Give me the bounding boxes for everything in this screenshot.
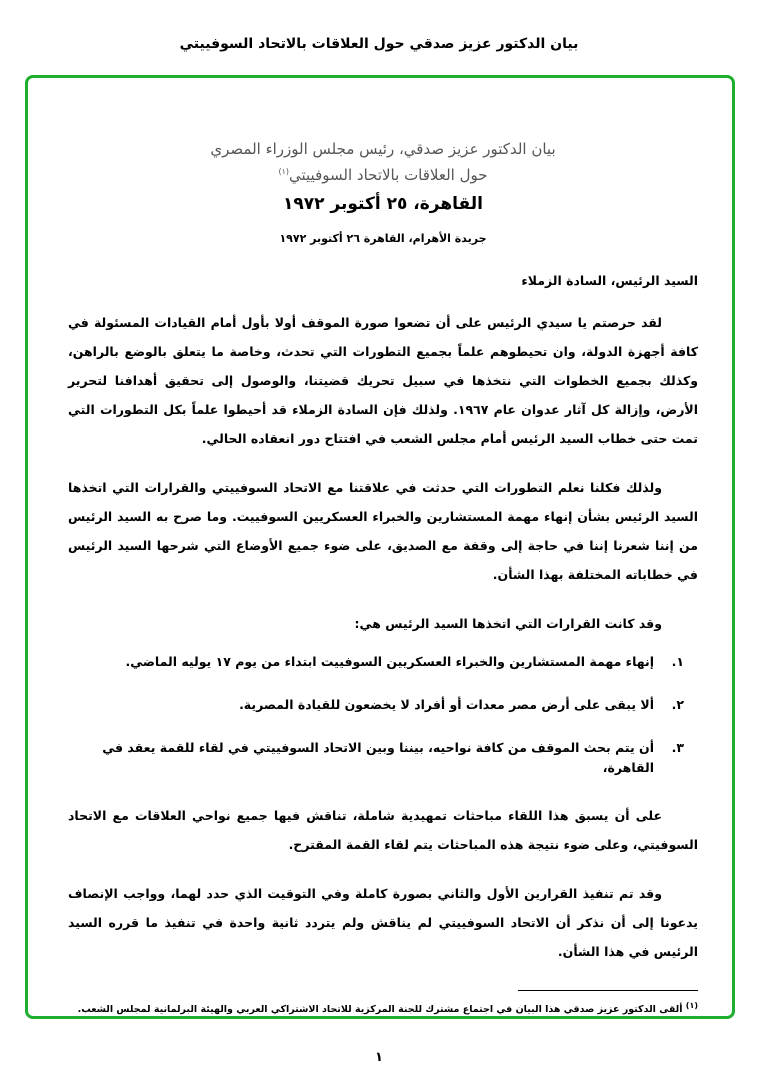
list-item: [68, 652, 698, 672]
footnote-divider: [518, 990, 698, 991]
list-number: ٢.: [671, 697, 684, 712]
footnote-ref: (١): [278, 167, 289, 176]
paragraph: ولذلك فكلنا نعلم التطورات التي حدثت في علاقتنا مع الاتحاد السوفييتي والقرارات التي اتخذها السيد الرئيس بشأن إنهاء مهمة المستشارين والخبراء العسكريين السوفييت. وما صرح به السيد الرئيس من إننا شعرنا إننا في حاجة إلى وقفة مع الصديق، على ضوء جميع الأوضاع التي شرحها السيد الرئيس في خطاباته المختلفة بهذا الشأن.: [68, 480, 698, 582]
paragraph: لقد حرصتم يا سيدي الرئيس على أن تضعوا صورة الموقف أولا بأول أمام القيادات المسئولة في كافة أجهزة الدولة، وان تحيطوهم علماً بجميع التطورات التي تحدث، وخاصة ما يتعلق بالوضع بالراهن، وكذلك بجميع الخطوات التي نتخذها في سبيل تحريك قضيتنا، والوصول إلى تحقيق أهدافنا لتحرير الأرض، وإزالة كل آثار عدوان عام ١٩٦٧. ولذلك فإن السادة الزملاء قد أحيطوا علماً بكل التطورات التي تمت حتى خطاب السيد الرئيس أمام مجلس الشعب في افتتاح دور انعقاده الحالي.: [68, 315, 698, 446]
paragraph: على أن يسبق هذا اللقاء مباحثات تمهيدية شاملة، تناقش فيها جميع نواحي العلاقات مع الاتحاد السوفيتي، وعلى ضوء نتيجة هذه المباحثات يتم لقاء القمة المقترح.: [68, 808, 698, 852]
title-line-2-text: حول العلاقات بالاتحاد السوفييتي: [289, 166, 488, 184]
list-text: ألا يبقى على أرض مصر معدات أو أفراد لا يخضعون للقيادة المصرية.: [239, 697, 654, 712]
page-frame: [25, 75, 735, 1019]
decisions-list: [68, 652, 698, 778]
list-number: ١.: [671, 654, 684, 669]
list-text: إنهاء مهمة المستشارين والخبراء العسكريين السوفييت ابتداء من يوم ١٧ يوليه الماضي.: [125, 654, 654, 669]
list-item: [68, 695, 698, 715]
title-line-2: [68, 166, 698, 184]
title-line-1: بيان الدكتور عزيز صدقي، رئيس مجلس الوزراء المصري: [210, 140, 556, 158]
source: جريدة الأهرام، القاهرة ٢٦ أكتوبر ١٩٧٢: [279, 232, 487, 245]
footnote-mark: (١): [685, 1001, 698, 1010]
list-item: [68, 738, 698, 778]
list-text: أن يتم بحث الموقف من كافة نواحيه، بيننا وبين الاتحاد السوفييتي في لقاء للقمة يعقد في القاهرة،: [102, 740, 654, 775]
list-number: ٣.: [671, 740, 684, 755]
salutation: السيد الرئيس، السادة الزملاء: [521, 273, 698, 288]
place-date: القاهرة، ٢٥ أكتوبر ١٩٧٢: [283, 194, 483, 214]
footnote-text: ألقى الدكتور عزيز صدقي هذا البيان في اجتماع مشترك للجنة المركزية للاتحاد الاشتراكي العربي والهيئة البرلمانية لمجلس الشعب.: [77, 1004, 683, 1016]
page-number: ١: [375, 1050, 383, 1065]
running-header: بيان الدكتور عزيز صدقي حول العلاقات بالاتحاد السوفييتي: [179, 36, 579, 52]
paragraph: وقد تم تنفيذ القرارين الأول والثاني بصورة كاملة وفي التوقيت الذي حدد لهما، وواجب الإنصاف يدعونا إلى أن نذكر أن الاتحاد السوفييتي لم يناقش ولم يتردد ثانية واحدة في تنفيذ ما قرره السيد الرئيس في هذا الشأن.: [68, 886, 698, 959]
document-body: [68, 78, 698, 1015]
footnote: [68, 1001, 698, 1015]
paragraph: وقد كانت القرارات التي اتخذها السيد الرئيس هي:: [354, 616, 662, 631]
